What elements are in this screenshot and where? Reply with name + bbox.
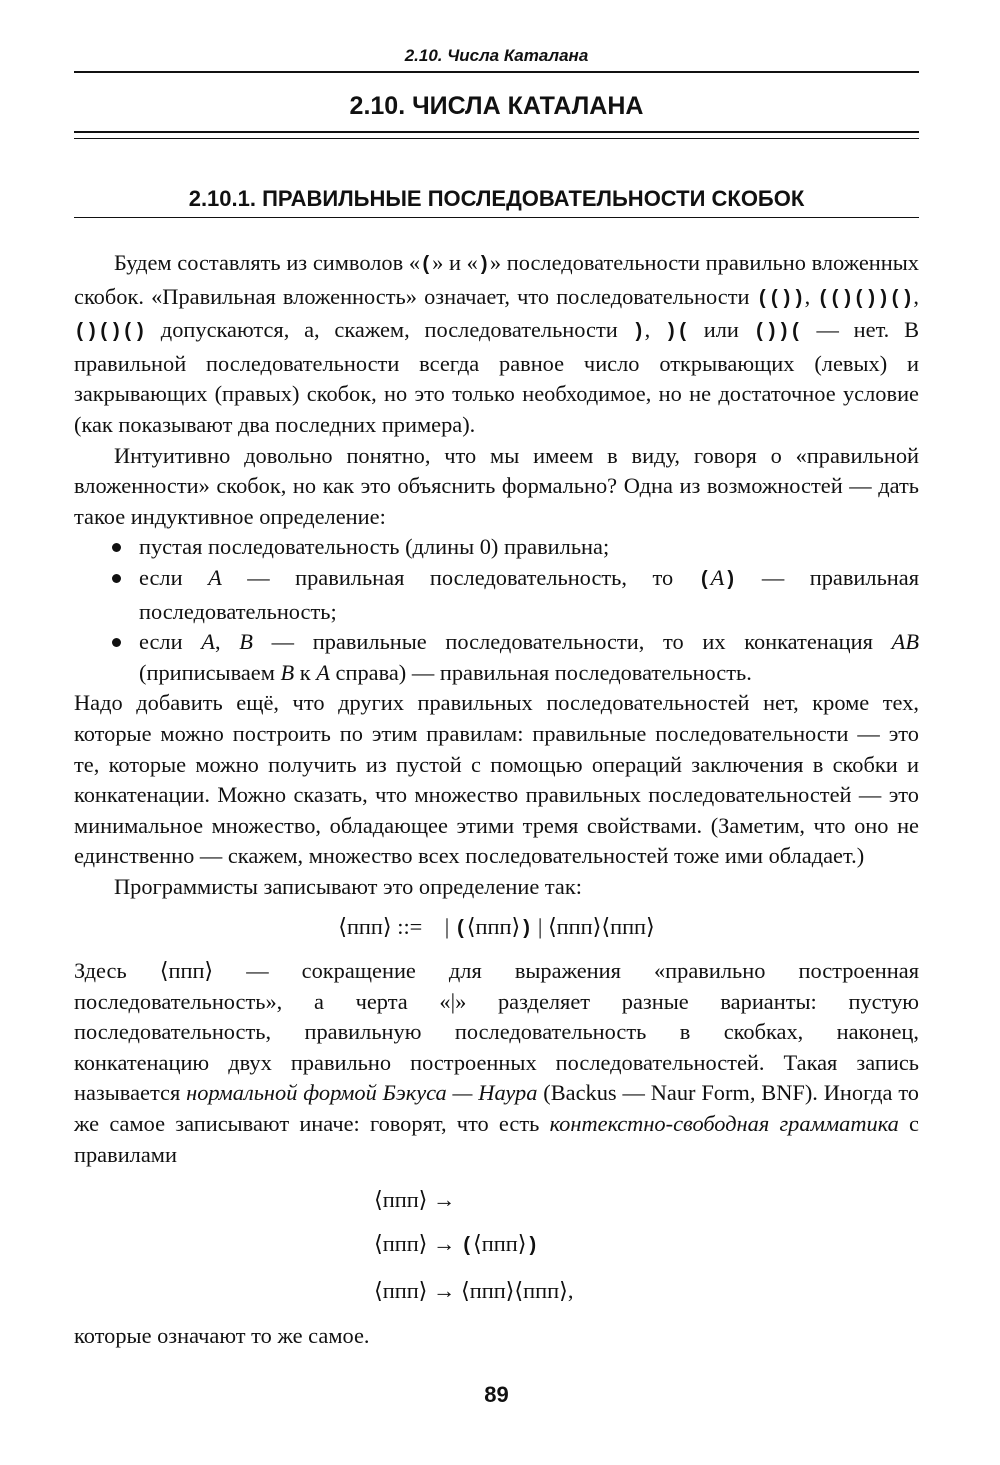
bnf-nonterminal: ⟨ппп⟩ (466, 914, 521, 940)
bullet-3-text-b: — правильные последовательности, то их конкатенация (252, 629, 892, 655)
paragraph-6: которые означают то же самое. (74, 1323, 370, 1349)
bullet-2-text-a: если (139, 564, 209, 590)
var-a: A (316, 659, 330, 685)
p5-text-a: Здесь ⟨ппп⟩ — сокращение для выражения «правильно построенная последовательность», а черта «|» разделяет разные варианты: пустую последовательность, правильную последовательность в скобках, наконец, конкатенацию двух правильно построенных последовательностей. Такая запись называется (74, 958, 919, 1106)
close-paren-symbol: ) (526, 1235, 539, 1259)
bullet-3-text-d: к (294, 659, 317, 685)
term-bnf: нормальной формой Бэкуса — Наура (186, 1080, 538, 1106)
var-b: B (280, 659, 295, 685)
example-incorrect-1: ) (632, 321, 645, 345)
example-incorrect-2: )( (664, 321, 689, 345)
close-paren-symbol: ) (520, 918, 533, 942)
definition-list (74, 532, 919, 688)
bnf-bar-1: | (444, 914, 450, 940)
grammar-rule-1: ⟨ппп⟩ → (374, 1187, 456, 1213)
bullet-icon (112, 543, 121, 552)
body-text (74, 248, 919, 1352)
var-b: B (239, 629, 253, 655)
running-head: 2.10. Числа Каталана (404, 46, 589, 65)
term-cfg: контекстно-свободная грамматика (549, 1111, 899, 1137)
var-a: A (208, 564, 222, 590)
list-item (74, 627, 919, 688)
p1-text-a: Будем составлять из символов « (114, 250, 421, 275)
bullet-icon (112, 574, 121, 583)
open-paren-symbol: ( (420, 254, 433, 277)
close-paren-symbol: ) (724, 568, 737, 592)
p1-text-c: » последовательности правильно вложенных скобок. «Правильная вложенность» означает, что последовательности (74, 250, 920, 309)
header-rule (74, 71, 919, 73)
subsection-title: 2.10.1. ПРАВИЛЬНЫЕ ПОСЛЕДОВАТЕЛЬНОСТИ СКОБОК (188, 186, 805, 211)
bullet-3-text-e: справа) — правильная последовательность. (329, 659, 752, 685)
bullet-2-text-c: — правильная последовательность; (139, 564, 919, 624)
bullet-3-comma: , (214, 629, 240, 655)
bnf-lhs: ⟨ппп⟩ ::= (338, 914, 423, 940)
p1-text-d: допускаются, а, скажем, последовательности (146, 317, 633, 343)
section-title: 2.10. ЧИСЛА КАТАЛАНА (349, 92, 644, 120)
p5-text-c: с правилами (74, 1111, 919, 1167)
section-rule-top (74, 131, 919, 133)
p1-text-e: или (688, 317, 754, 343)
list-item (74, 532, 919, 563)
close-paren-symbol: ) (477, 254, 490, 277)
p1-text-b: » и « (432, 250, 478, 275)
example-correct-1: (()) (756, 287, 805, 311)
paragraph-4: Программисты записывают это определение так: (114, 873, 582, 899)
example-incorrect-3: ())( (753, 321, 802, 345)
var-ab: AB (891, 629, 919, 655)
open-paren-symbol: ( (454, 918, 467, 942)
rule-2-lhs: ⟨ппп⟩ → (374, 1231, 462, 1257)
bnf-concat: ⟨ппп⟩⟨ппп⟩ (547, 914, 655, 940)
list-item (74, 563, 919, 627)
grammar-rule-3: ⟨ппп⟩ → ⟨ппп⟩⟨ппп⟩, (374, 1278, 574, 1304)
bullet-1-text: пустая последовательность (длины 0) правильна; (139, 534, 610, 560)
example-correct-3: ()()() (74, 321, 147, 345)
p1-sep-1: , (804, 283, 818, 309)
open-paren-symbol: ( (461, 1235, 474, 1259)
example-correct-2: (()())() (817, 287, 914, 311)
paragraph-1 (74, 248, 919, 441)
bnf-formula (74, 912, 919, 946)
p1-sep-2: , (913, 283, 919, 309)
p5-text-b: (Backus — Naur Form, BNF). Иногда то же самое записывают иначе: говорят, что есть (74, 1080, 919, 1137)
var-a: A (201, 629, 215, 655)
paragraph-5 (74, 956, 919, 1170)
bullet-2-text-b: — правильная последовательность, то (221, 564, 699, 590)
open-paren-symbol: ( (698, 568, 711, 592)
var-a: A (710, 564, 725, 590)
bullet-icon (112, 638, 121, 647)
bnf-bar-2: | (537, 914, 543, 940)
paragraph-2: Интуитивно довольно понятно, что мы имеем в виду, говоря о «правильной вложенности» скобок, но как это объяснить формально? Одна из возможностей — дать такое индуктивное определение: (74, 442, 919, 529)
bullet-3-text-a: если (139, 629, 202, 655)
section-rule-bottom (74, 138, 919, 139)
page-number: 89 (484, 1382, 509, 1407)
grammar-rule-2 (374, 1222, 919, 1269)
p1-text-f: — нет. В правильной последовательности всегда равное число открывающих (левых) и закрывающих (правых) скобок, но это только необходимое, но не достаточное условие (как показывают два последних примера). (74, 317, 919, 437)
paragraph-3: Надо добавить ещё, что других правильных последовательностей нет, кроме тех, которые можно построить по этим правилам: правильные последовательности — это те, которые можно получить из пустой с помощью операций заключения в скобки и конкатенации. Можно сказать, что множество правильных последовательностей — это минимальное множество, обладающее этими тремя свойствами. (Заметим, что оно не единственно — скажем, множество всех последовательностей тоже ими обладает.) (74, 690, 919, 869)
grammar-rules (374, 1178, 919, 1313)
bullet-3-text-c: (приписываем (139, 659, 281, 685)
p1-sep-3: , (644, 317, 665, 343)
subsection-rule (74, 217, 919, 218)
rule-2-nonterminal: ⟨ппп⟩ (473, 1231, 527, 1257)
